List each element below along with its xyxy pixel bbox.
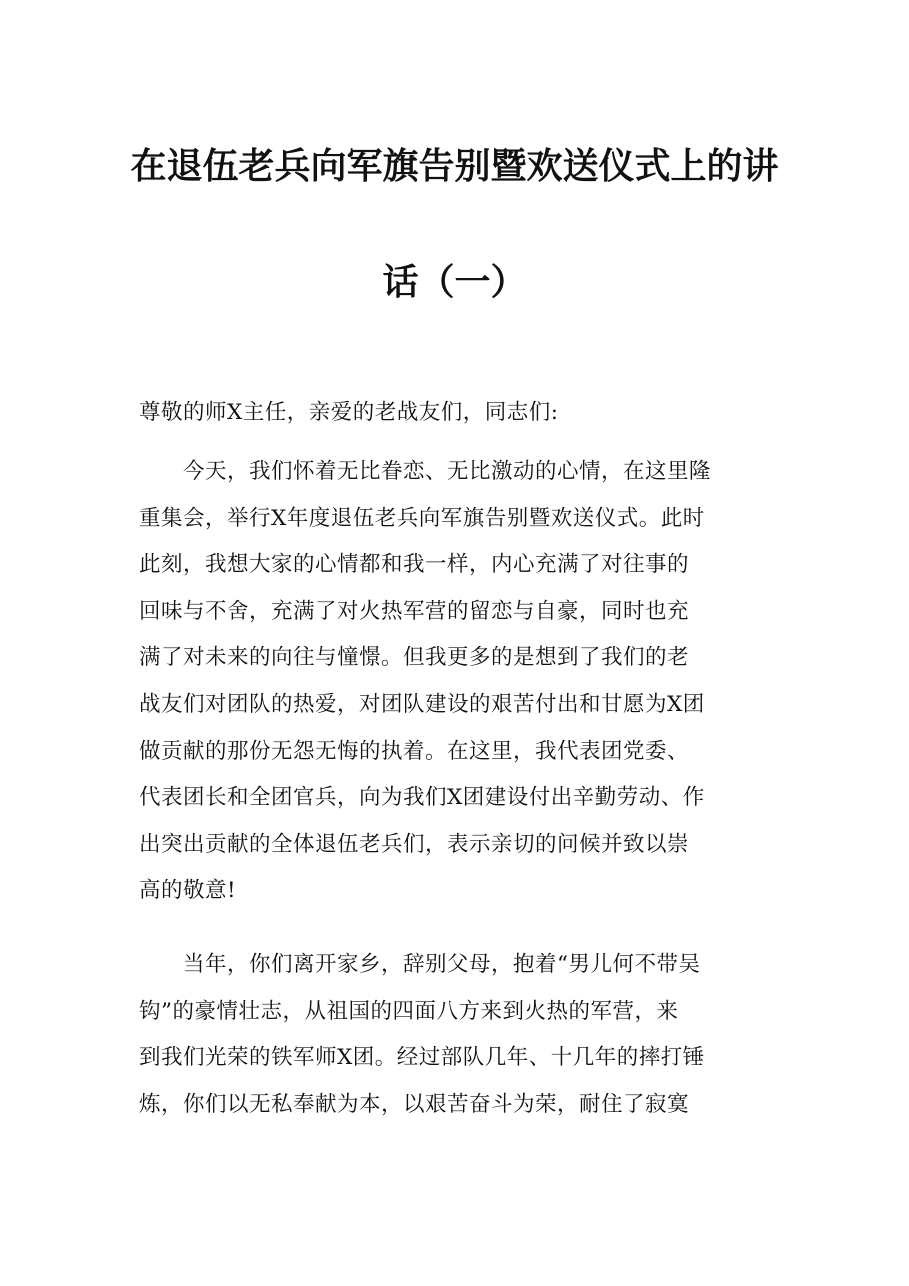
document-title-line-2: 话（一）	[382, 261, 527, 303]
paragraph-1	[139, 449, 771, 915]
paragraph-line: 代表团长和全团官兵，向为我们X团建设付出辛勤劳动、作	[139, 785, 705, 811]
paragraph-line: 回味与不舍，充满了对火热军营的留恋与自豪，同时也充	[139, 598, 690, 624]
paragraph-line: 满了对未来的向往与憧憬。但我更多的是想到了我们的老	[139, 645, 690, 671]
paragraph-line: 炼，你们以无私奉献为本，以艰苦奋斗为荣，耐住了寂寞	[139, 1091, 690, 1117]
paragraph-line: 做贡献的那份无怨无悔的执着。在这里，我代表团党委、	[139, 738, 690, 764]
paragraph-line: 今天，我们怀着无比眷恋、无比激动的心情，在这里隆	[139, 459, 712, 484]
paragraph-line: 高的敬意!	[139, 878, 237, 904]
paragraph-2	[139, 942, 771, 1128]
paragraph-line: 出突出贡献的全体退伍老兵们，表示亲切的问候并致以崇	[139, 831, 690, 857]
paragraph-line: 重集会，举行X年度退伍老兵向军旗告别暨欢送仪式。此时	[139, 505, 705, 531]
paragraph-line: 到我们光荣的铁军师X团。经过部队几年、十几年的摔打锤	[139, 1045, 705, 1071]
paragraph-line: 钩”的豪情壮志，从祖国的四面八方来到火热的军营，来	[139, 998, 679, 1024]
paragraph-line: 此刻，我想大家的心情都和我一样，内心充满了对往事的	[139, 552, 690, 578]
salutation: 尊敬的师X主任，亲爱的老战友们，同志们:	[139, 400, 559, 425]
paragraph-line: 战友们对团队的热爱，对团队建设的艰苦付出和甘愿为X团	[139, 691, 705, 717]
paragraph-line: 当年，你们离开家乡，辞别父母，抱着“男儿何不带吴	[139, 952, 701, 977]
document-title-line-1: 在退伍老兵向军旗告别暨欢送仪式上的讲	[130, 145, 779, 187]
